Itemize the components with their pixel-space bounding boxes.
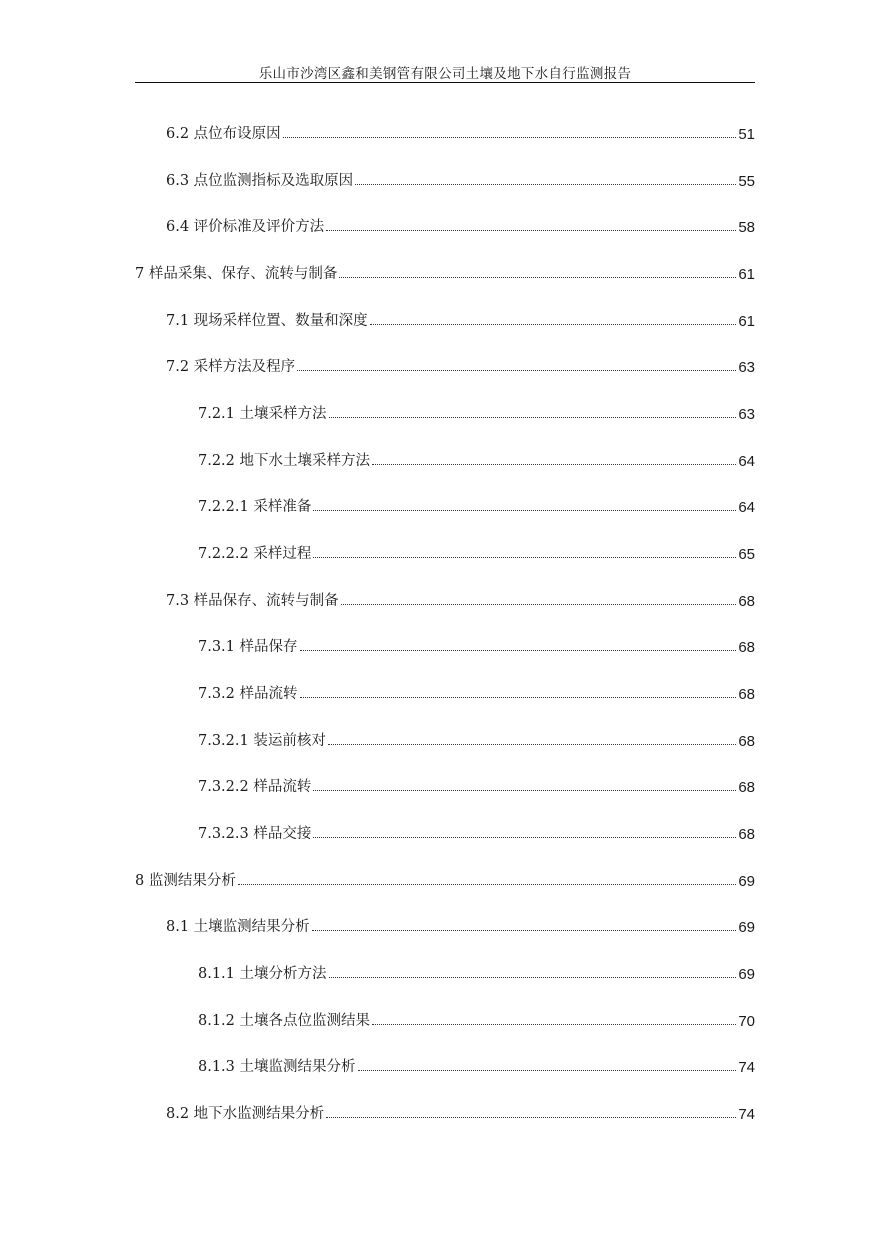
toc-leader-dots — [328, 744, 736, 745]
toc-page-number: 70 — [738, 1013, 755, 1030]
toc-entry-label: 8 监测结果分析 — [135, 873, 236, 889]
toc-page-number: 68 — [738, 826, 755, 843]
toc-entry[interactable] — [198, 959, 755, 983]
toc-entry-label: 7.3.2.2 样品流转 — [198, 779, 312, 795]
toc-entry[interactable] — [135, 866, 755, 890]
toc-entry[interactable] — [166, 912, 755, 936]
toc-leader-dots — [283, 137, 737, 138]
toc-page-number: 65 — [738, 546, 755, 563]
toc-entry-label: 7.3 样品保存、流转与制备 — [166, 593, 339, 609]
toc-page-number: 68 — [738, 733, 755, 750]
toc-entry-label: 6.2 点位布设原因 — [166, 126, 281, 142]
toc-entry-label: 8.1.3 土壤监测结果分析 — [198, 1059, 356, 1075]
toc-entry-label: 8.2 地下水监测结果分析 — [166, 1106, 325, 1122]
toc-leader-dots — [313, 510, 736, 511]
toc-entry-label: 6.3 点位监测指标及选取原因 — [166, 173, 354, 189]
toc-entry-label: 8.1 土壤监测结果分析 — [166, 919, 310, 935]
toc-page-number: 68 — [738, 639, 755, 656]
toc-entry[interactable] — [198, 726, 755, 750]
toc-leader-dots — [313, 837, 736, 838]
toc-page-number: 68 — [738, 686, 755, 703]
toc-entry[interactable] — [198, 446, 755, 470]
toc-entry[interactable] — [166, 1099, 755, 1123]
toc-page-number: 68 — [738, 593, 755, 610]
toc-entry[interactable] — [166, 119, 755, 143]
toc-page-number: 64 — [738, 499, 755, 516]
toc-page-number: 64 — [738, 453, 755, 470]
toc-entry-label: 7.2.2 地下水土壤采样方法 — [198, 453, 371, 469]
toc-entry-label: 7.1 现场采样位置、数量和深度 — [166, 313, 368, 329]
toc-entry[interactable] — [198, 1006, 755, 1030]
toc-leader-dots — [300, 650, 737, 651]
toc-entry-label: 7.2 采样方法及程序 — [166, 359, 296, 375]
toc-leader-dots — [326, 1117, 736, 1118]
toc-entry-label: 7.3.2.1 装运前核对 — [198, 733, 326, 749]
toc-leader-dots — [326, 230, 736, 231]
toc-entry-label: 7 样品采集、保存、流转与制备 — [135, 266, 338, 282]
toc-leader-dots — [372, 1024, 736, 1025]
toc-entry[interactable] — [166, 212, 755, 236]
toc-page-number: 69 — [738, 919, 755, 936]
toc-entry-label: 7.2.2.1 采样准备 — [198, 499, 312, 515]
toc-page-number: 63 — [738, 359, 755, 376]
toc-leader-dots — [238, 884, 736, 885]
toc-leader-dots — [339, 277, 736, 278]
toc-entry[interactable] — [166, 166, 755, 190]
toc-leader-dots — [358, 1070, 737, 1071]
toc-page-number: 58 — [738, 219, 755, 236]
toc-page-number: 55 — [738, 173, 755, 190]
toc-leader-dots — [355, 184, 736, 185]
toc-entry-label: 8.1.2 土壤各点位监测结果 — [198, 1013, 371, 1029]
toc-entry[interactable] — [166, 586, 755, 610]
toc-page-number: 69 — [738, 966, 755, 983]
toc-entry-label: 6.4 评价标准及评价方法 — [166, 219, 325, 235]
toc-page-number: 63 — [738, 406, 755, 423]
toc-leader-dots — [313, 557, 736, 558]
toc-entry-label: 7.2.1 土壤采样方法 — [198, 406, 327, 422]
toc-page-number: 68 — [738, 779, 755, 796]
toc-leader-dots — [312, 930, 737, 931]
toc-entry[interactable] — [198, 819, 755, 843]
toc-leader-dots — [341, 604, 737, 605]
toc-leader-dots — [329, 417, 737, 418]
toc-leader-dots — [329, 977, 737, 978]
toc-leader-dots — [313, 790, 736, 791]
toc-entry[interactable] — [198, 632, 755, 656]
toc-page-number: 74 — [738, 1059, 755, 1076]
toc-entry-label: 7.3.2 样品流转 — [198, 686, 298, 702]
toc-entry-label: 7.2.2.2 采样过程 — [198, 546, 312, 562]
toc-entry-label: 7.3.2.3 样品交接 — [198, 826, 312, 842]
toc-leader-dots — [297, 370, 736, 371]
toc-entry[interactable] — [198, 492, 755, 516]
toc-entry[interactable] — [198, 539, 755, 563]
toc-page-number: 51 — [738, 126, 755, 143]
toc-entry[interactable] — [198, 1052, 755, 1076]
toc-page-number: 61 — [738, 266, 755, 283]
toc-entry[interactable] — [198, 679, 755, 703]
toc-entry[interactable] — [135, 259, 755, 283]
toc-entry[interactable] — [166, 352, 755, 376]
toc-entry-label: 7.3.1 样品保存 — [198, 639, 298, 655]
toc-entry-label: 8.1.1 土壤分析方法 — [198, 966, 327, 982]
toc-page-number: 69 — [738, 873, 755, 890]
toc-entry[interactable] — [198, 772, 755, 796]
toc-page-number: 74 — [738, 1106, 755, 1123]
toc-leader-dots — [372, 464, 736, 465]
toc-page-number: 61 — [738, 313, 755, 330]
page-header: 乐山市沙湾区鑫和美钢管有限公司土壤及地下水自行监测报告 — [258, 66, 632, 82]
toc-leader-dots — [370, 324, 737, 325]
toc-leader-dots — [300, 697, 737, 698]
toc-entry[interactable] — [198, 399, 755, 423]
toc-entry[interactable] — [166, 306, 755, 330]
